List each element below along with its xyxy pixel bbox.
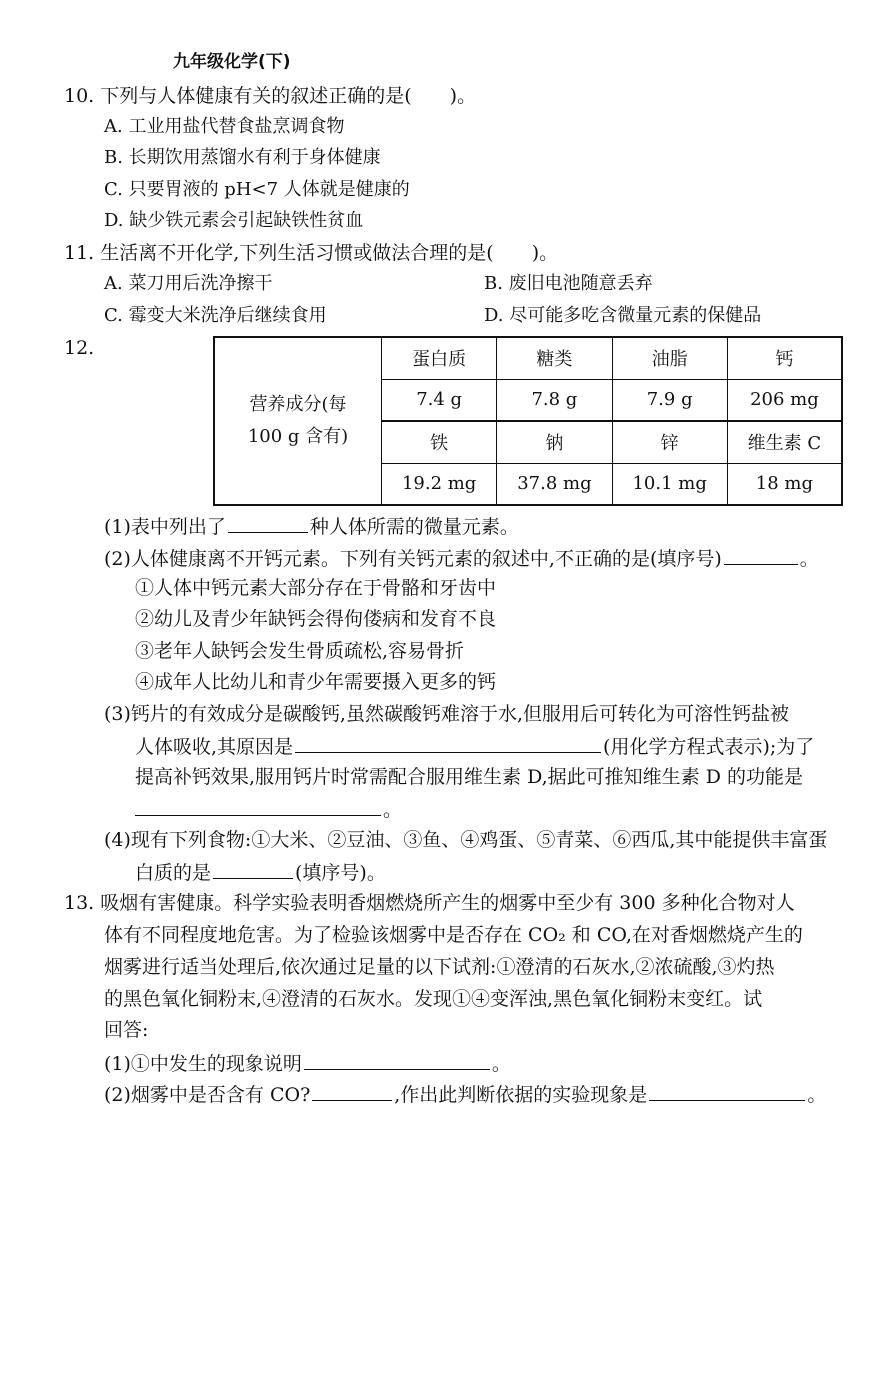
table-header-cell: 糖类 <box>497 337 612 379</box>
table-header-cell: 油脂 <box>612 337 727 379</box>
table-value-cell: 206 mg <box>727 379 842 421</box>
table-header-cell: 锌 <box>612 421 727 463</box>
q12-part-4-line2: 白质的是 (填序号)。 <box>135 859 386 885</box>
q11-option-a: A. 菜刀用后洗净擦干 <box>104 273 273 294</box>
q13-part-2: (2)烟雾中是否含有 CO? ,作出此判断依据的实验现象是 。 <box>104 1081 826 1107</box>
table-header-cell: 钙 <box>727 337 842 379</box>
answer-blank[interactable] <box>213 859 293 879</box>
q12-part-3-line2: 人体吸收,其原因是 (用化学方程式表示);为了 <box>135 733 814 759</box>
table-value-cell: 7.8 g <box>497 379 612 421</box>
answer-blank[interactable] <box>649 1081 805 1101</box>
q12-part-3-line3: 提高补钙效果,服用钙片时常需配合服用维生素 D,据此可推知维生素 D 的功能是 <box>135 766 803 788</box>
question-11-stem: 11. 生活离不开化学,下列生活习惯或做法合理的是( )。 <box>64 242 559 264</box>
q11-option-d: D. 尽可能多吃含微量元素的保健品 <box>484 305 762 326</box>
table-header-cell: 钠 <box>497 421 612 463</box>
q10-option-c: C. 只要胃液的 pH<7 人体就是健康的 <box>104 179 410 200</box>
question-13-line1: 13. 吸烟有害健康。科学实验表明香烟燃烧所产生的烟雾中至少有 300 多种化合物对人 <box>64 892 795 914</box>
nutrition-label-line2: 100 g 含有) <box>247 426 349 447</box>
table-value-cell: 18 mg <box>727 463 842 505</box>
nutrition-table <box>213 336 843 506</box>
table-header-cell: 蛋白质 <box>382 337 497 379</box>
question-13-line2: 体有不同程度地危害。为了检验该烟雾中是否存在 CO₂ 和 CO,在对香烟燃烧产生的 <box>104 924 803 946</box>
answer-blank[interactable] <box>304 1050 490 1070</box>
q12-part-3-line4: 。 <box>135 796 402 822</box>
q12-statement-1: ①人体中钙元素大部分存在于骨骼和牙齿中 <box>135 577 497 599</box>
q12-statement-3: ③老年人缺钙会发生骨质疏松,容易骨折 <box>135 640 465 662</box>
q10-option-a: A. 工业用盐代替食盐烹调食物 <box>104 116 345 137</box>
q12-part-4-line1: (4)现有下列食物:①大米、②豆油、③鱼、④鸡蛋、⑤青菜、⑥西瓜,其中能提供丰富蛋 <box>104 829 828 851</box>
answer-blank[interactable] <box>312 1081 392 1101</box>
question-13-line3: 烟雾进行适当处理后,依次通过足量的以下试剂:①澄清的石灰水,②浓硫酸,③灼热 <box>104 956 775 978</box>
table-header-cell: 维生素 C <box>727 421 842 463</box>
q11-option-b: B. 废旧电池随意丢弃 <box>484 273 653 294</box>
table-value-cell: 7.9 g <box>612 379 727 421</box>
question-10-stem: 10. 下列与人体健康有关的叙述正确的是( )。 <box>64 85 477 107</box>
answer-blank[interactable] <box>724 545 798 565</box>
answer-blank[interactable] <box>295 733 601 753</box>
nutrition-label-cell <box>214 337 382 505</box>
q10-option-b: B. 长期饮用蒸馏水有利于身体健康 <box>104 147 381 168</box>
page-header: 九年级化学(下) <box>173 52 291 72</box>
table-header-cell: 铁 <box>382 421 497 463</box>
q12-part-1: (1)表中列出了 种人体所需的微量元素。 <box>104 513 519 539</box>
answer-blank[interactable] <box>228 513 308 533</box>
table-value-cell: 37.8 mg <box>497 463 612 505</box>
answer-blank[interactable] <box>135 796 381 816</box>
nutrition-label-line1: 营养成分(每 <box>249 394 347 415</box>
q12-statement-2: ②幼儿及青少年缺钙会得佝偻病和发育不良 <box>135 608 497 630</box>
table-value-cell: 7.4 g <box>382 379 497 421</box>
table-value-cell: 19.2 mg <box>382 463 497 505</box>
q12-part-3-line1: (3)钙片的有效成分是碳酸钙,虽然碳酸钙难溶于水,但服用后可转化为可溶性钙盐被 <box>104 703 789 725</box>
question-13-line4: 的黑色氧化铜粉末,④澄清的石灰水。发现①④变浑浊,黑色氧化铜粉末变红。试 <box>104 988 763 1010</box>
table-value-cell: 10.1 mg <box>612 463 727 505</box>
q12-statement-4: ④成年人比幼儿和青少年需要摄入更多的钙 <box>135 671 497 693</box>
question-12-number: 12. <box>64 337 95 359</box>
q11-option-c: C. 霉变大米洗净后继续食用 <box>104 305 327 326</box>
q12-part-2: (2)人体健康离不开钙元素。下列有关钙元素的叙述中,不正确的是(填序号) 。 <box>104 545 819 571</box>
question-13-line5: 回答: <box>104 1019 149 1041</box>
q10-option-d: D. 缺少铁元素会引起缺铁性贫血 <box>104 210 364 231</box>
q13-part-1: (1)①中发生的现象说明 。 <box>104 1050 511 1076</box>
